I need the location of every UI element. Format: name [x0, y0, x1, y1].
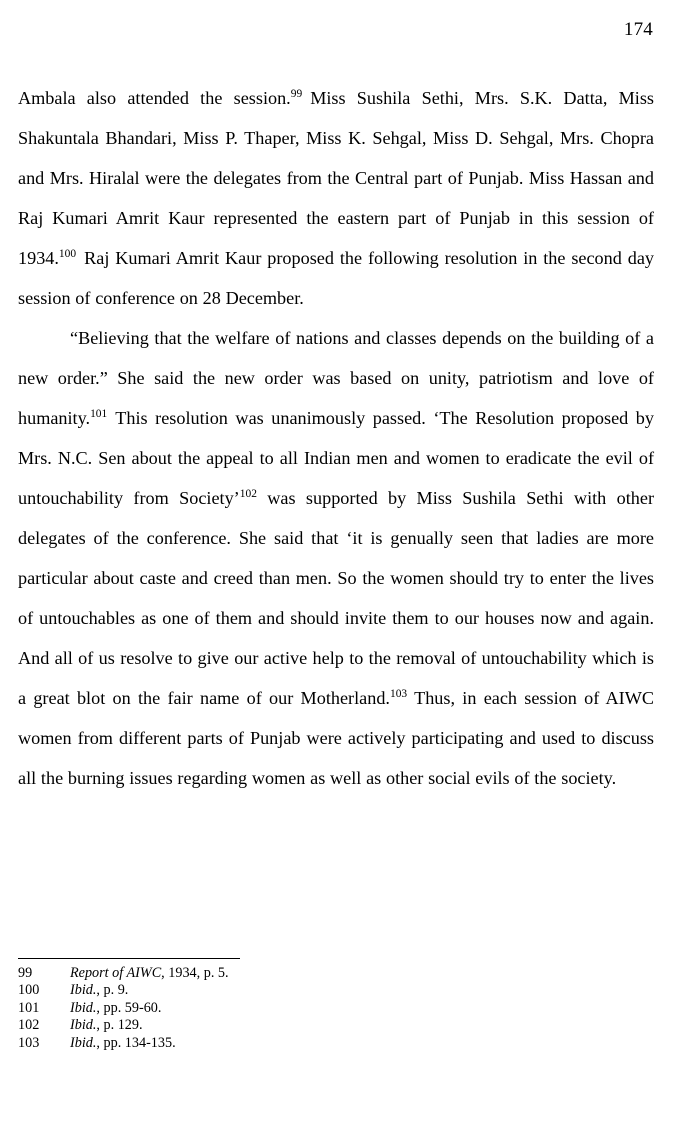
footnote-text	[70, 1035, 176, 1051]
footnote-item	[18, 1017, 654, 1034]
footnote-number[interactable]: 101	[18, 999, 40, 1016]
footnote-text	[70, 965, 229, 981]
footnote-source-title: Ibid.	[70, 999, 97, 1016]
footnote-text	[70, 1000, 161, 1016]
footnote-text	[70, 982, 128, 998]
footnotes-section	[18, 958, 654, 1052]
footnote-number[interactable]: 103	[18, 1034, 40, 1051]
paragraph-1	[18, 78, 654, 318]
paragraph-text-run: Thus, in each session of AIWC women from different parts of Punjab were actively participating and used to discuss all the burning issues regarding women as well as other social evils of the society.	[18, 688, 655, 788]
paragraph-text-run: Raj Kumari Amrit Kaur proposed the following resolution in the second day session of conference on 28 December.	[18, 248, 654, 308]
footnote-list	[18, 965, 654, 1052]
footnote-item	[18, 982, 654, 999]
paragraph-text-run: Miss Sushila Sethi, Mrs. S.K. Datta, Miss Shakuntala Bhandari, Miss P. Thaper, Miss K. Sehgal, Miss D. Sehgal, Mrs. Chopra and Mrs. Hiralal were the delegates from the Central part of Punjab. Miss Hassan and Raj Kumari Amrit Kaur represented the eastern part of Punjab in this session of 1934.	[18, 88, 654, 268]
footnote-text	[70, 1017, 143, 1033]
footnote-item	[18, 1000, 654, 1017]
footnote-item	[18, 965, 654, 982]
footnote-reference-101[interactable]: 101	[90, 407, 108, 420]
footnote-reference-103[interactable]: 103	[389, 687, 408, 700]
footnote-citation-detail: , 1934, p. 5.	[161, 965, 229, 981]
footnote-number[interactable]: 100	[18, 982, 40, 999]
footnote-source-title: Report of AIWC	[70, 965, 162, 981]
footnote-citation-detail: , pp. 134-135.	[96, 1034, 176, 1051]
footnote-citation-detail: , p. 129.	[96, 1017, 143, 1034]
paragraph-text-run: Ambala also attended the session.	[18, 88, 291, 108]
paragraph-text-run: was supported by Miss Sushila Sethi with other delegates of the conference. She said that ‘it is genually seen that ladies are more particular about caste and creed than men. So the women should try to enter the lives of untouchables as one of them and should invite them to our houses now and again. And all of us resolve to give our active help to the removal of untouchability which is a great blot on the fair name of our Motherland.	[18, 488, 654, 708]
footnote-reference-102[interactable]: 102	[239, 487, 257, 500]
footnote-number[interactable]: 99	[18, 965, 33, 981]
paragraph-text-run: “Believing that the welfare of nations and classes depends on the building of a new order.” She said the new order was based on unity, patriotism and love of humanity.	[18, 328, 654, 428]
footnote-reference-99[interactable]: 99	[290, 87, 303, 100]
footnote-separator-rule	[18, 958, 240, 959]
body-text-area	[18, 78, 654, 798]
footnote-source-title: Ibid.	[70, 1034, 97, 1051]
paragraph-text-run: This resolution was unanimously passed. ‘The Resolution proposed by Mrs. N.C. Sen about the appeal to all Indian men and women to eradicate the evil of untouchability from Society’	[18, 408, 654, 508]
footnote-source-title: Ibid.	[70, 1017, 97, 1034]
paragraph-2	[18, 318, 654, 798]
footnote-citation-detail: , p. 9.	[96, 982, 129, 999]
footnote-item	[18, 1035, 654, 1052]
footnote-number[interactable]: 102	[18, 1017, 40, 1034]
footnote-source-title: Ibid.	[70, 982, 97, 999]
footnote-reference-100[interactable]: 100	[58, 247, 77, 260]
footnote-citation-detail: , pp. 59-60.	[96, 999, 162, 1016]
page-number: 174	[623, 19, 653, 40]
